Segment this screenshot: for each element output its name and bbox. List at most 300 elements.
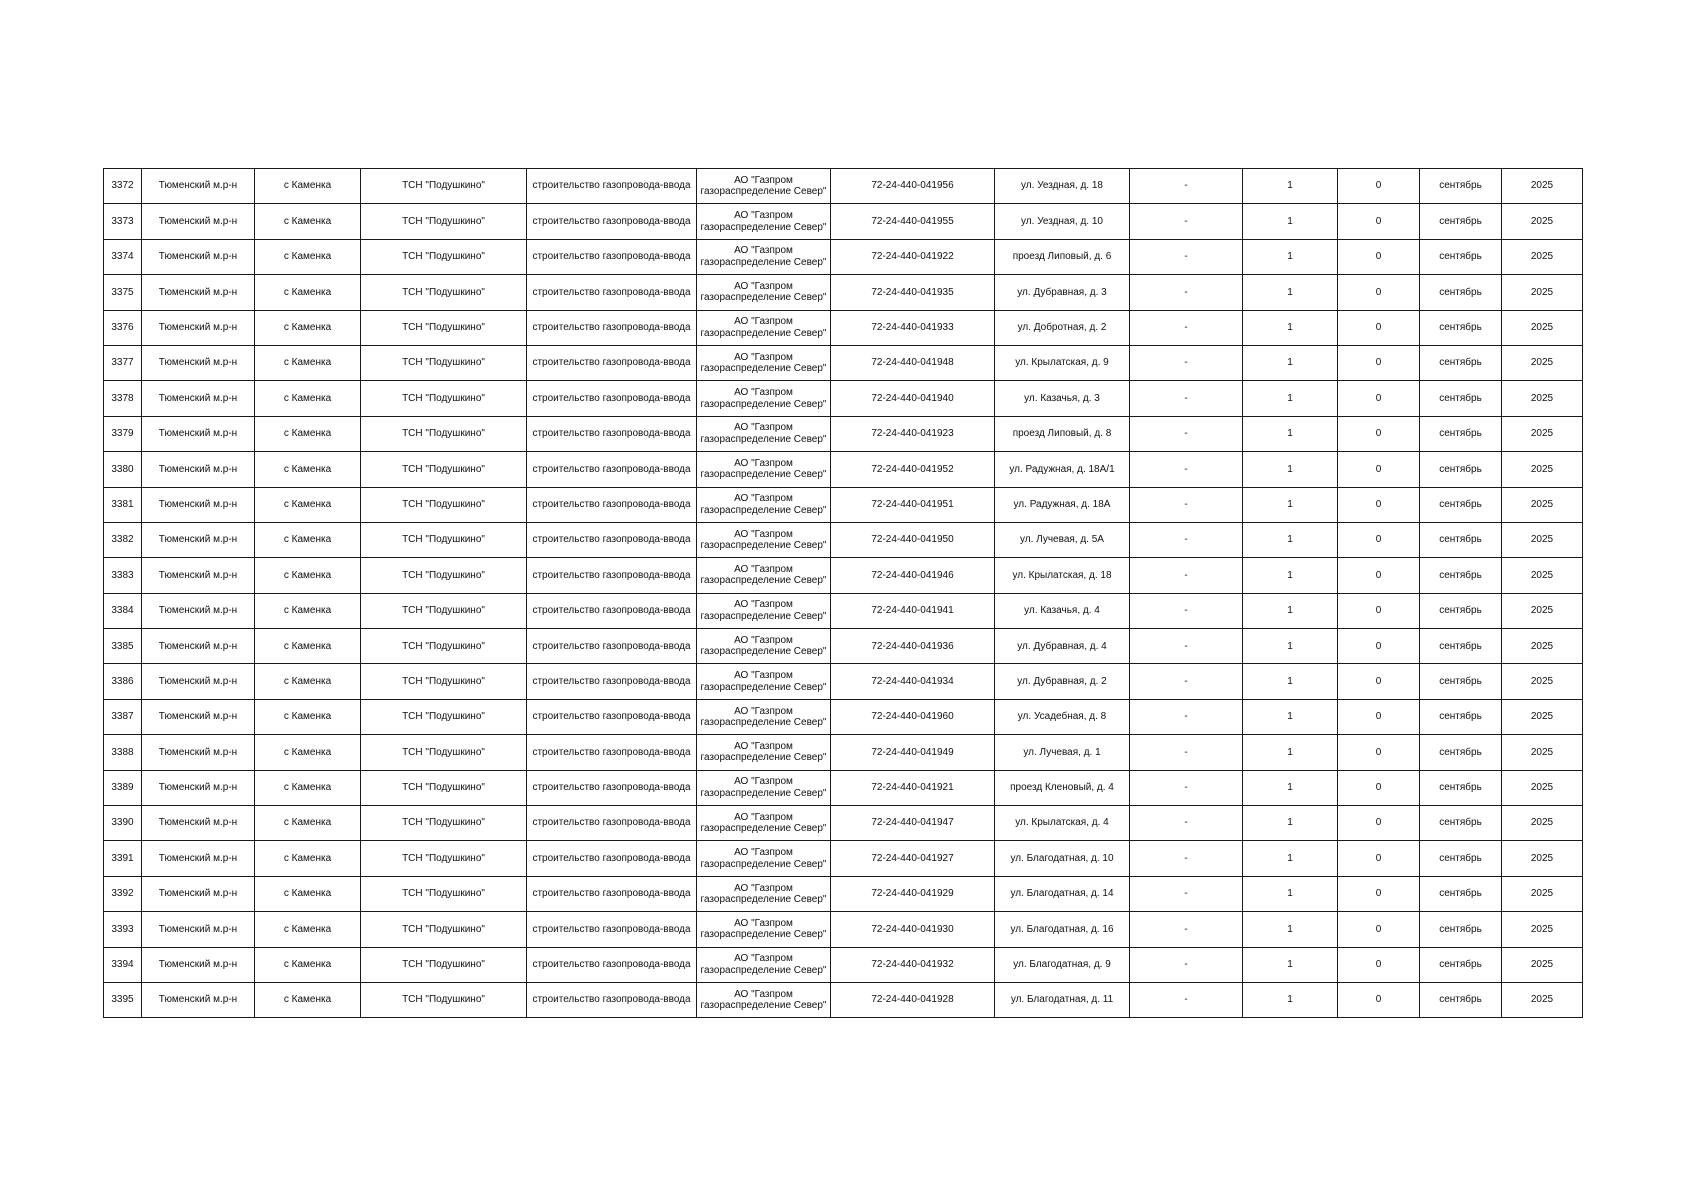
table-row bbox=[104, 629, 1583, 664]
consumer-cell: ТСН "Подушкино" bbox=[361, 699, 527, 734]
count-cell: 1 bbox=[1243, 169, 1338, 204]
dash-cell: - bbox=[1130, 310, 1243, 345]
registration-number-cell: 72-24-440-041933 bbox=[831, 310, 995, 345]
work-type-cell: строительство газопровода-ввода bbox=[527, 558, 697, 593]
table-row bbox=[104, 699, 1583, 734]
work-type-cell: строительство газопровода-ввода bbox=[527, 204, 697, 239]
address-cell: ул. Дубравная, д. 4 bbox=[995, 629, 1130, 664]
organization-cell: АО "Газпром газораспределение Север" bbox=[697, 664, 831, 699]
dash-cell: - bbox=[1130, 239, 1243, 274]
settlement-cell: с Каменка bbox=[255, 416, 361, 451]
month-cell: сентябрь bbox=[1420, 735, 1502, 770]
year-cell: 2025 bbox=[1502, 947, 1583, 982]
year-cell: 2025 bbox=[1502, 522, 1583, 557]
work-type-cell: строительство газопровода-ввода bbox=[527, 629, 697, 664]
consumer-cell: ТСН "Подушкино" bbox=[361, 487, 527, 522]
year-cell: 2025 bbox=[1502, 275, 1583, 310]
address-cell: ул. Уездная, д. 10 bbox=[995, 204, 1130, 239]
settlement-cell: с Каменка bbox=[255, 912, 361, 947]
month-cell: сентябрь bbox=[1420, 629, 1502, 664]
district-cell: Тюменский м.р-н bbox=[142, 876, 255, 911]
settlement-cell: с Каменка bbox=[255, 487, 361, 522]
work-type-cell: строительство газопровода-ввода bbox=[527, 345, 697, 380]
table-row bbox=[104, 664, 1583, 699]
consumer-cell: ТСН "Подушкино" bbox=[361, 345, 527, 380]
count-cell: 1 bbox=[1243, 912, 1338, 947]
address-cell: ул. Лучевая, д. 5А bbox=[995, 522, 1130, 557]
table-row bbox=[104, 735, 1583, 770]
registration-number-cell: 72-24-440-041947 bbox=[831, 806, 995, 841]
work-type-cell: строительство газопровода-ввода bbox=[527, 876, 697, 911]
work-type-cell: строительство газопровода-ввода bbox=[527, 487, 697, 522]
consumer-cell: ТСН "Подушкино" bbox=[361, 522, 527, 557]
consumer-cell: ТСН "Подушкино" bbox=[361, 275, 527, 310]
registration-number-cell: 72-24-440-041921 bbox=[831, 770, 995, 805]
zero-value-cell: 0 bbox=[1338, 204, 1420, 239]
count-cell: 1 bbox=[1243, 699, 1338, 734]
table-row bbox=[104, 416, 1583, 451]
work-type-cell: строительство газопровода-ввода bbox=[527, 275, 697, 310]
work-type-cell: строительство газопровода-ввода bbox=[527, 310, 697, 345]
registration-number-cell: 72-24-440-041935 bbox=[831, 275, 995, 310]
organization-cell: АО "Газпром газораспределение Север" bbox=[697, 381, 831, 416]
settlement-cell: с Каменка bbox=[255, 947, 361, 982]
year-cell: 2025 bbox=[1502, 770, 1583, 805]
settlement-cell: с Каменка bbox=[255, 522, 361, 557]
year-cell: 2025 bbox=[1502, 982, 1583, 1017]
consumer-cell: ТСН "Подушкино" bbox=[361, 204, 527, 239]
settlement-cell: с Каменка bbox=[255, 699, 361, 734]
address-cell: ул. Усадебная, д. 8 bbox=[995, 699, 1130, 734]
table-row bbox=[104, 841, 1583, 876]
count-cell: 1 bbox=[1243, 947, 1338, 982]
organization-cell: АО "Газпром газораспределение Север" bbox=[697, 522, 831, 557]
district-cell: Тюменский м.р-н bbox=[142, 275, 255, 310]
row-number-cell: 3391 bbox=[104, 841, 142, 876]
month-cell: сентябрь bbox=[1420, 912, 1502, 947]
settlement-cell: с Каменка bbox=[255, 664, 361, 699]
district-cell: Тюменский м.р-н bbox=[142, 345, 255, 380]
month-cell: сентябрь bbox=[1420, 593, 1502, 628]
count-cell: 1 bbox=[1243, 558, 1338, 593]
dash-cell: - bbox=[1130, 416, 1243, 451]
count-cell: 1 bbox=[1243, 876, 1338, 911]
zero-value-cell: 0 bbox=[1338, 310, 1420, 345]
work-type-cell: строительство газопровода-ввода bbox=[527, 664, 697, 699]
count-cell: 1 bbox=[1243, 522, 1338, 557]
organization-cell: АО "Газпром газораспределение Север" bbox=[697, 239, 831, 274]
consumer-cell: ТСН "Подушкино" bbox=[361, 593, 527, 628]
settlement-cell: с Каменка bbox=[255, 593, 361, 628]
dash-cell: - bbox=[1130, 770, 1243, 805]
settlement-cell: с Каменка bbox=[255, 558, 361, 593]
registration-number-cell: 72-24-440-041930 bbox=[831, 912, 995, 947]
organization-cell: АО "Газпром газораспределение Север" bbox=[697, 345, 831, 380]
settlement-cell: с Каменка bbox=[255, 841, 361, 876]
settlement-cell: с Каменка bbox=[255, 452, 361, 487]
table-row bbox=[104, 522, 1583, 557]
organization-cell: АО "Газпром газораспределение Север" bbox=[697, 487, 831, 522]
month-cell: сентябрь bbox=[1420, 770, 1502, 805]
dash-cell: - bbox=[1130, 982, 1243, 1017]
dash-cell: - bbox=[1130, 522, 1243, 557]
table-row bbox=[104, 487, 1583, 522]
row-number-cell: 3375 bbox=[104, 275, 142, 310]
year-cell: 2025 bbox=[1502, 452, 1583, 487]
settlement-cell: с Каменка bbox=[255, 982, 361, 1017]
work-type-cell: строительство газопровода-ввода bbox=[527, 912, 697, 947]
district-cell: Тюменский м.р-н bbox=[142, 770, 255, 805]
work-type-cell: строительство газопровода-ввода bbox=[527, 452, 697, 487]
count-cell: 1 bbox=[1243, 452, 1338, 487]
zero-value-cell: 0 bbox=[1338, 169, 1420, 204]
table-row bbox=[104, 381, 1583, 416]
row-number-cell: 3387 bbox=[104, 699, 142, 734]
registration-number-cell: 72-24-440-041927 bbox=[831, 841, 995, 876]
row-number-cell: 3389 bbox=[104, 770, 142, 805]
zero-value-cell: 0 bbox=[1338, 522, 1420, 557]
work-type-cell: строительство газопровода-ввода bbox=[527, 169, 697, 204]
registration-number-cell: 72-24-440-041948 bbox=[831, 345, 995, 380]
consumer-cell: ТСН "Подушкино" bbox=[361, 558, 527, 593]
row-number-cell: 3380 bbox=[104, 452, 142, 487]
address-cell: проезд Кленовый, д. 4 bbox=[995, 770, 1130, 805]
table-row bbox=[104, 310, 1583, 345]
consumer-cell: ТСН "Подушкино" bbox=[361, 841, 527, 876]
count-cell: 1 bbox=[1243, 416, 1338, 451]
settlement-cell: с Каменка bbox=[255, 629, 361, 664]
zero-value-cell: 0 bbox=[1338, 629, 1420, 664]
registration-number-cell: 72-24-440-041934 bbox=[831, 664, 995, 699]
month-cell: сентябрь bbox=[1420, 487, 1502, 522]
registration-number-cell: 72-24-440-041940 bbox=[831, 381, 995, 416]
organization-cell: АО "Газпром газораспределение Север" bbox=[697, 310, 831, 345]
organization-cell: АО "Газпром газораспределение Север" bbox=[697, 169, 831, 204]
district-cell: Тюменский м.р-н bbox=[142, 735, 255, 770]
consumer-cell: ТСН "Подушкино" bbox=[361, 169, 527, 204]
month-cell: сентябрь bbox=[1420, 310, 1502, 345]
year-cell: 2025 bbox=[1502, 310, 1583, 345]
district-cell: Тюменский м.р-н bbox=[142, 169, 255, 204]
organization-cell: АО "Газпром газораспределение Север" bbox=[697, 770, 831, 805]
year-cell: 2025 bbox=[1502, 912, 1583, 947]
zero-value-cell: 0 bbox=[1338, 416, 1420, 451]
dash-cell: - bbox=[1130, 487, 1243, 522]
row-number-cell: 3392 bbox=[104, 876, 142, 911]
year-cell: 2025 bbox=[1502, 876, 1583, 911]
month-cell: сентябрь bbox=[1420, 275, 1502, 310]
row-number-cell: 3388 bbox=[104, 735, 142, 770]
row-number-cell: 3394 bbox=[104, 947, 142, 982]
address-cell: ул. Крылатская, д. 4 bbox=[995, 806, 1130, 841]
row-number-cell: 3382 bbox=[104, 522, 142, 557]
address-cell: ул. Радужная, д. 18А/1 bbox=[995, 452, 1130, 487]
work-type-cell: строительство газопровода-ввода bbox=[527, 522, 697, 557]
dash-cell: - bbox=[1130, 806, 1243, 841]
zero-value-cell: 0 bbox=[1338, 876, 1420, 911]
address-cell: ул. Добротная, д. 2 bbox=[995, 310, 1130, 345]
settlement-cell: с Каменка bbox=[255, 806, 361, 841]
year-cell: 2025 bbox=[1502, 806, 1583, 841]
consumer-cell: ТСН "Подушкино" bbox=[361, 735, 527, 770]
row-number-cell: 3379 bbox=[104, 416, 142, 451]
consumer-cell: ТСН "Подушкино" bbox=[361, 629, 527, 664]
organization-cell: АО "Газпром газораспределение Север" bbox=[697, 876, 831, 911]
registration-number-cell: 72-24-440-041952 bbox=[831, 452, 995, 487]
registration-number-cell: 72-24-440-041946 bbox=[831, 558, 995, 593]
table-row bbox=[104, 947, 1583, 982]
district-cell: Тюменский м.р-н bbox=[142, 806, 255, 841]
work-type-cell: строительство газопровода-ввода bbox=[527, 416, 697, 451]
count-cell: 1 bbox=[1243, 345, 1338, 380]
month-cell: сентябрь bbox=[1420, 699, 1502, 734]
year-cell: 2025 bbox=[1502, 735, 1583, 770]
month-cell: сентябрь bbox=[1420, 239, 1502, 274]
count-cell: 1 bbox=[1243, 487, 1338, 522]
table-row bbox=[104, 169, 1583, 204]
month-cell: сентябрь bbox=[1420, 204, 1502, 239]
district-cell: Тюменский м.р-н bbox=[142, 522, 255, 557]
district-cell: Тюменский м.р-н bbox=[142, 381, 255, 416]
count-cell: 1 bbox=[1243, 381, 1338, 416]
month-cell: сентябрь bbox=[1420, 947, 1502, 982]
consumer-cell: ТСН "Подушкино" bbox=[361, 982, 527, 1017]
dash-cell: - bbox=[1130, 345, 1243, 380]
address-cell: ул. Уездная, д. 18 bbox=[995, 169, 1130, 204]
work-type-cell: строительство газопровода-ввода bbox=[527, 735, 697, 770]
district-cell: Тюменский м.р-н bbox=[142, 487, 255, 522]
work-type-cell: строительство газопровода-ввода bbox=[527, 593, 697, 628]
dash-cell: - bbox=[1130, 558, 1243, 593]
consumer-cell: ТСН "Подушкино" bbox=[361, 664, 527, 699]
registration-number-cell: 72-24-440-041950 bbox=[831, 522, 995, 557]
registration-number-cell: 72-24-440-041928 bbox=[831, 982, 995, 1017]
district-cell: Тюменский м.р-н bbox=[142, 204, 255, 239]
registration-number-cell: 72-24-440-041949 bbox=[831, 735, 995, 770]
settlement-cell: с Каменка bbox=[255, 381, 361, 416]
table-row bbox=[104, 982, 1583, 1017]
address-cell: ул. Радужная, д. 18А bbox=[995, 487, 1130, 522]
address-cell: ул. Крылатская, д. 9 bbox=[995, 345, 1130, 380]
dash-cell: - bbox=[1130, 452, 1243, 487]
consumer-cell: ТСН "Подушкино" bbox=[361, 239, 527, 274]
registration-number-cell: 72-24-440-041941 bbox=[831, 593, 995, 628]
month-cell: сентябрь bbox=[1420, 841, 1502, 876]
row-number-cell: 3376 bbox=[104, 310, 142, 345]
year-cell: 2025 bbox=[1502, 558, 1583, 593]
zero-value-cell: 0 bbox=[1338, 841, 1420, 876]
table-row bbox=[104, 912, 1583, 947]
zero-value-cell: 0 bbox=[1338, 664, 1420, 699]
zero-value-cell: 0 bbox=[1338, 947, 1420, 982]
work-type-cell: строительство газопровода-ввода bbox=[527, 381, 697, 416]
organization-cell: АО "Газпром газораспределение Север" bbox=[697, 912, 831, 947]
district-cell: Тюменский м.р-н bbox=[142, 982, 255, 1017]
table-row bbox=[104, 558, 1583, 593]
dash-cell: - bbox=[1130, 381, 1243, 416]
registration-number-cell: 72-24-440-041929 bbox=[831, 876, 995, 911]
zero-value-cell: 0 bbox=[1338, 912, 1420, 947]
row-number-cell: 3374 bbox=[104, 239, 142, 274]
count-cell: 1 bbox=[1243, 664, 1338, 699]
table-row bbox=[104, 204, 1583, 239]
dash-cell: - bbox=[1130, 629, 1243, 664]
dash-cell: - bbox=[1130, 664, 1243, 699]
district-cell: Тюменский м.р-н bbox=[142, 310, 255, 345]
zero-value-cell: 0 bbox=[1338, 558, 1420, 593]
organization-cell: АО "Газпром газораспределение Север" bbox=[697, 699, 831, 734]
work-type-cell: строительство газопровода-ввода bbox=[527, 841, 697, 876]
work-type-cell: строительство газопровода-ввода bbox=[527, 699, 697, 734]
consumer-cell: ТСН "Подушкино" bbox=[361, 876, 527, 911]
month-cell: сентябрь bbox=[1420, 345, 1502, 380]
row-number-cell: 3383 bbox=[104, 558, 142, 593]
row-number-cell: 3395 bbox=[104, 982, 142, 1017]
organization-cell: АО "Газпром газораспределение Север" bbox=[697, 558, 831, 593]
zero-value-cell: 0 bbox=[1338, 735, 1420, 770]
year-cell: 2025 bbox=[1502, 593, 1583, 628]
dash-cell: - bbox=[1130, 947, 1243, 982]
work-type-cell: строительство газопровода-ввода bbox=[527, 806, 697, 841]
consumer-cell: ТСН "Подушкино" bbox=[361, 310, 527, 345]
month-cell: сентябрь bbox=[1420, 416, 1502, 451]
count-cell: 1 bbox=[1243, 239, 1338, 274]
organization-cell: АО "Газпром газораспределение Север" bbox=[697, 806, 831, 841]
table-row bbox=[104, 452, 1583, 487]
consumer-cell: ТСН "Подушкино" bbox=[361, 806, 527, 841]
address-cell: ул. Благодатная, д. 11 bbox=[995, 982, 1130, 1017]
zero-value-cell: 0 bbox=[1338, 487, 1420, 522]
count-cell: 1 bbox=[1243, 982, 1338, 1017]
row-number-cell: 3373 bbox=[104, 204, 142, 239]
table-row bbox=[104, 593, 1583, 628]
row-number-cell: 3377 bbox=[104, 345, 142, 380]
zero-value-cell: 0 bbox=[1338, 452, 1420, 487]
consumer-cell: ТСН "Подушкино" bbox=[361, 912, 527, 947]
consumer-cell: ТСН "Подушкино" bbox=[361, 452, 527, 487]
district-cell: Тюменский м.р-н bbox=[142, 558, 255, 593]
address-cell: проезд Липовый, д. 6 bbox=[995, 239, 1130, 274]
dash-cell: - bbox=[1130, 204, 1243, 239]
registration-number-cell: 72-24-440-041960 bbox=[831, 699, 995, 734]
count-cell: 1 bbox=[1243, 275, 1338, 310]
row-number-cell: 3378 bbox=[104, 381, 142, 416]
month-cell: сентябрь bbox=[1420, 522, 1502, 557]
district-cell: Тюменский м.р-н bbox=[142, 912, 255, 947]
gas-connection-table bbox=[103, 168, 1583, 1018]
settlement-cell: с Каменка bbox=[255, 275, 361, 310]
month-cell: сентябрь bbox=[1420, 558, 1502, 593]
month-cell: сентябрь bbox=[1420, 806, 1502, 841]
work-type-cell: строительство газопровода-ввода bbox=[527, 982, 697, 1017]
month-cell: сентябрь bbox=[1420, 982, 1502, 1017]
month-cell: сентябрь bbox=[1420, 664, 1502, 699]
organization-cell: АО "Газпром газораспределение Север" bbox=[697, 947, 831, 982]
dash-cell: - bbox=[1130, 699, 1243, 734]
district-cell: Тюменский м.р-н bbox=[142, 593, 255, 628]
year-cell: 2025 bbox=[1502, 841, 1583, 876]
address-cell: ул. Дубравная, д. 2 bbox=[995, 664, 1130, 699]
dash-cell: - bbox=[1130, 841, 1243, 876]
address-cell: ул. Благодатная, д. 9 bbox=[995, 947, 1130, 982]
consumer-cell: ТСН "Подушкино" bbox=[361, 416, 527, 451]
year-cell: 2025 bbox=[1502, 487, 1583, 522]
month-cell: сентябрь bbox=[1420, 169, 1502, 204]
year-cell: 2025 bbox=[1502, 629, 1583, 664]
registration-number-cell: 72-24-440-041932 bbox=[831, 947, 995, 982]
registration-number-cell: 72-24-440-041955 bbox=[831, 204, 995, 239]
dash-cell: - bbox=[1130, 169, 1243, 204]
work-type-cell: строительство газопровода-ввода bbox=[527, 947, 697, 982]
district-cell: Тюменский м.р-н bbox=[142, 664, 255, 699]
dash-cell: - bbox=[1130, 876, 1243, 911]
settlement-cell: с Каменка bbox=[255, 770, 361, 805]
address-cell: ул. Казачья, д. 3 bbox=[995, 381, 1130, 416]
zero-value-cell: 0 bbox=[1338, 982, 1420, 1017]
organization-cell: АО "Газпром газораспределение Север" bbox=[697, 204, 831, 239]
table-row bbox=[104, 770, 1583, 805]
zero-value-cell: 0 bbox=[1338, 593, 1420, 628]
organization-cell: АО "Газпром газораспределение Север" bbox=[697, 452, 831, 487]
organization-cell: АО "Газпром газораспределение Север" bbox=[697, 982, 831, 1017]
row-number-cell: 3385 bbox=[104, 629, 142, 664]
settlement-cell: с Каменка bbox=[255, 876, 361, 911]
zero-value-cell: 0 bbox=[1338, 275, 1420, 310]
count-cell: 1 bbox=[1243, 593, 1338, 628]
district-cell: Тюменский м.р-н bbox=[142, 841, 255, 876]
consumer-cell: ТСН "Подушкино" bbox=[361, 947, 527, 982]
consumer-cell: ТСН "Подушкино" bbox=[361, 381, 527, 416]
zero-value-cell: 0 bbox=[1338, 239, 1420, 274]
row-number-cell: 3393 bbox=[104, 912, 142, 947]
count-cell: 1 bbox=[1243, 841, 1338, 876]
dash-cell: - bbox=[1130, 912, 1243, 947]
year-cell: 2025 bbox=[1502, 699, 1583, 734]
district-cell: Тюменский м.р-н bbox=[142, 947, 255, 982]
year-cell: 2025 bbox=[1502, 381, 1583, 416]
zero-value-cell: 0 bbox=[1338, 345, 1420, 380]
year-cell: 2025 bbox=[1502, 345, 1583, 380]
month-cell: сентябрь bbox=[1420, 381, 1502, 416]
organization-cell: АО "Газпром газораспределение Север" bbox=[697, 416, 831, 451]
dash-cell: - bbox=[1130, 275, 1243, 310]
year-cell: 2025 bbox=[1502, 239, 1583, 274]
settlement-cell: с Каменка bbox=[255, 204, 361, 239]
settlement-cell: с Каменка bbox=[255, 735, 361, 770]
dash-cell: - bbox=[1130, 735, 1243, 770]
count-cell: 1 bbox=[1243, 204, 1338, 239]
address-cell: ул. Благодатная, д. 10 bbox=[995, 841, 1130, 876]
month-cell: сентябрь bbox=[1420, 876, 1502, 911]
month-cell: сентябрь bbox=[1420, 452, 1502, 487]
table-body bbox=[104, 169, 1583, 1018]
address-cell: ул. Лучевая, д. 1 bbox=[995, 735, 1130, 770]
registration-number-cell: 72-24-440-041951 bbox=[831, 487, 995, 522]
organization-cell: АО "Газпром газораспределение Север" bbox=[697, 735, 831, 770]
registration-number-cell: 72-24-440-041956 bbox=[831, 169, 995, 204]
count-cell: 1 bbox=[1243, 806, 1338, 841]
address-cell: ул. Дубравная, д. 3 bbox=[995, 275, 1130, 310]
registration-number-cell: 72-24-440-041923 bbox=[831, 416, 995, 451]
address-cell: проезд Липовый, д. 8 bbox=[995, 416, 1130, 451]
district-cell: Тюменский м.р-н bbox=[142, 699, 255, 734]
registration-number-cell: 72-24-440-041936 bbox=[831, 629, 995, 664]
year-cell: 2025 bbox=[1502, 416, 1583, 451]
settlement-cell: с Каменка bbox=[255, 239, 361, 274]
organization-cell: АО "Газпром газораспределение Север" bbox=[697, 275, 831, 310]
zero-value-cell: 0 bbox=[1338, 770, 1420, 805]
row-number-cell: 3381 bbox=[104, 487, 142, 522]
